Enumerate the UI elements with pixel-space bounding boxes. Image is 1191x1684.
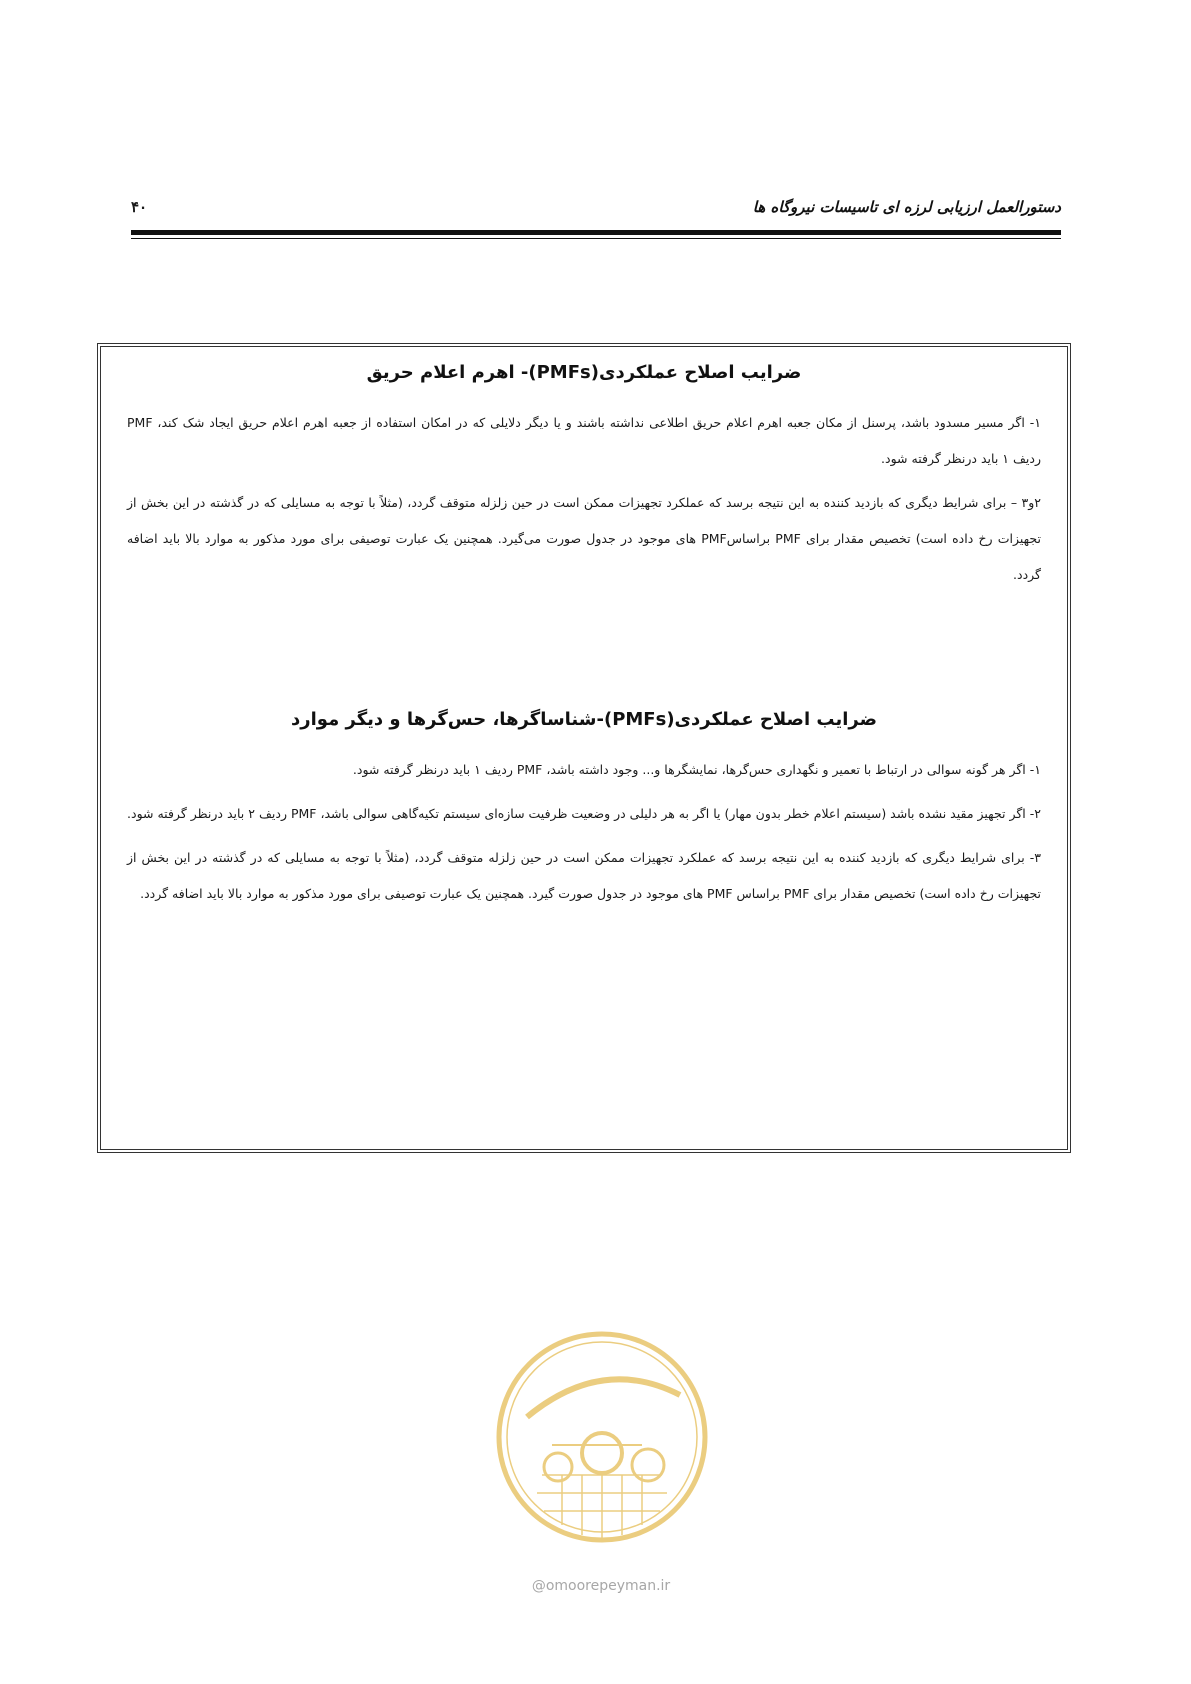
paragraph: ۲و۳ – برای شرایط دیگری که بازدید کننده به این نتیجه برسد که عملکرد تجهیزات ممکن است در حین زلزله متوقف گردد، (مثلاً با توجه به مسایلی که در گذشته در این بخش از تجهیزات رخ داده است) تخصیص مقدار برای PMF براساسPMF های موجود در جدول صورت می‌گیرد. همچنین یک عبارت توصیفی برای مورد مذکور به موارد بالا باید اضافه گردد. xyxy=(127,495,1041,582)
page-header xyxy=(131,192,1061,222)
header-rule-thin xyxy=(131,238,1061,239)
header-title: دستورالعمل ارزیابی لرزه ای تاسیسات نیروگاه ها xyxy=(752,198,1061,216)
section-title: ضرایب اصلاح عملکردی(PMFs)- اهرم اعلام حریق xyxy=(366,362,802,383)
section-detectors-sensors xyxy=(127,709,1041,920)
seal-icon xyxy=(492,1325,712,1570)
content-box xyxy=(100,346,1068,1150)
section-title: ضرایب اصلاح عملکردی(PMFs)-شناساگرها، حس‌گرها و دیگر موارد xyxy=(291,709,877,730)
paragraph: ۱- اگر مسیر مسدود باشد، پرسنل از مکان جعبه اهرم اعلام حریق اطلاعی نداشته باشند و یا دیگر دلایلی که در امکان استفاده از جعبه اهرم اعلام حریق ایجاد شک کند، PMF ردیف ۱ باید درنظر گرفته شود. xyxy=(127,415,1041,466)
paragraph: ۱- اگر هر گونه سوالی در ارتباط با تعمیر و نگهداری حس‌گرها، نمایشگرها و... وجود داشته باشد، PMF ردیف ۱ باید درنظر گرفته شود. xyxy=(352,762,1041,777)
page-number: ۴۰ xyxy=(131,198,148,216)
section-fire-alarm-lever xyxy=(127,362,1041,601)
watermark-caption: @omoorepeyman.ir xyxy=(531,1578,671,1594)
paragraph: ۳- برای شرایط دیگری که بازدید کننده به این نتیجه برسد که عملکرد تجهیزات ممکن است در حین زلزله متوقف گردد، (مثلاً با توجه به مسایلی که در گذشته در این بخش از تجهیزات رخ داده است) تخصیص مقدار برای PMF براساس PMF های موجود در جدول صورت گیرد. همچنین یک عبارت توصیفی برای مورد مذکور به موارد بالا باید اضافه گردد. xyxy=(127,850,1041,901)
watermark-logo xyxy=(492,1325,712,1570)
header-rule-thick xyxy=(131,230,1061,235)
paragraph: ۲- اگر تجهیز مقید نشده باشد (سیستم اعلام خطر بدون مهار) یا اگر به هر دلیلی در وضعیت ظرفیت سازه‌ای سیستم تکیه‌گاهی سوالی باشد، PMF ردیف ۲ باید درنظر گرفته شود. xyxy=(127,806,1041,821)
